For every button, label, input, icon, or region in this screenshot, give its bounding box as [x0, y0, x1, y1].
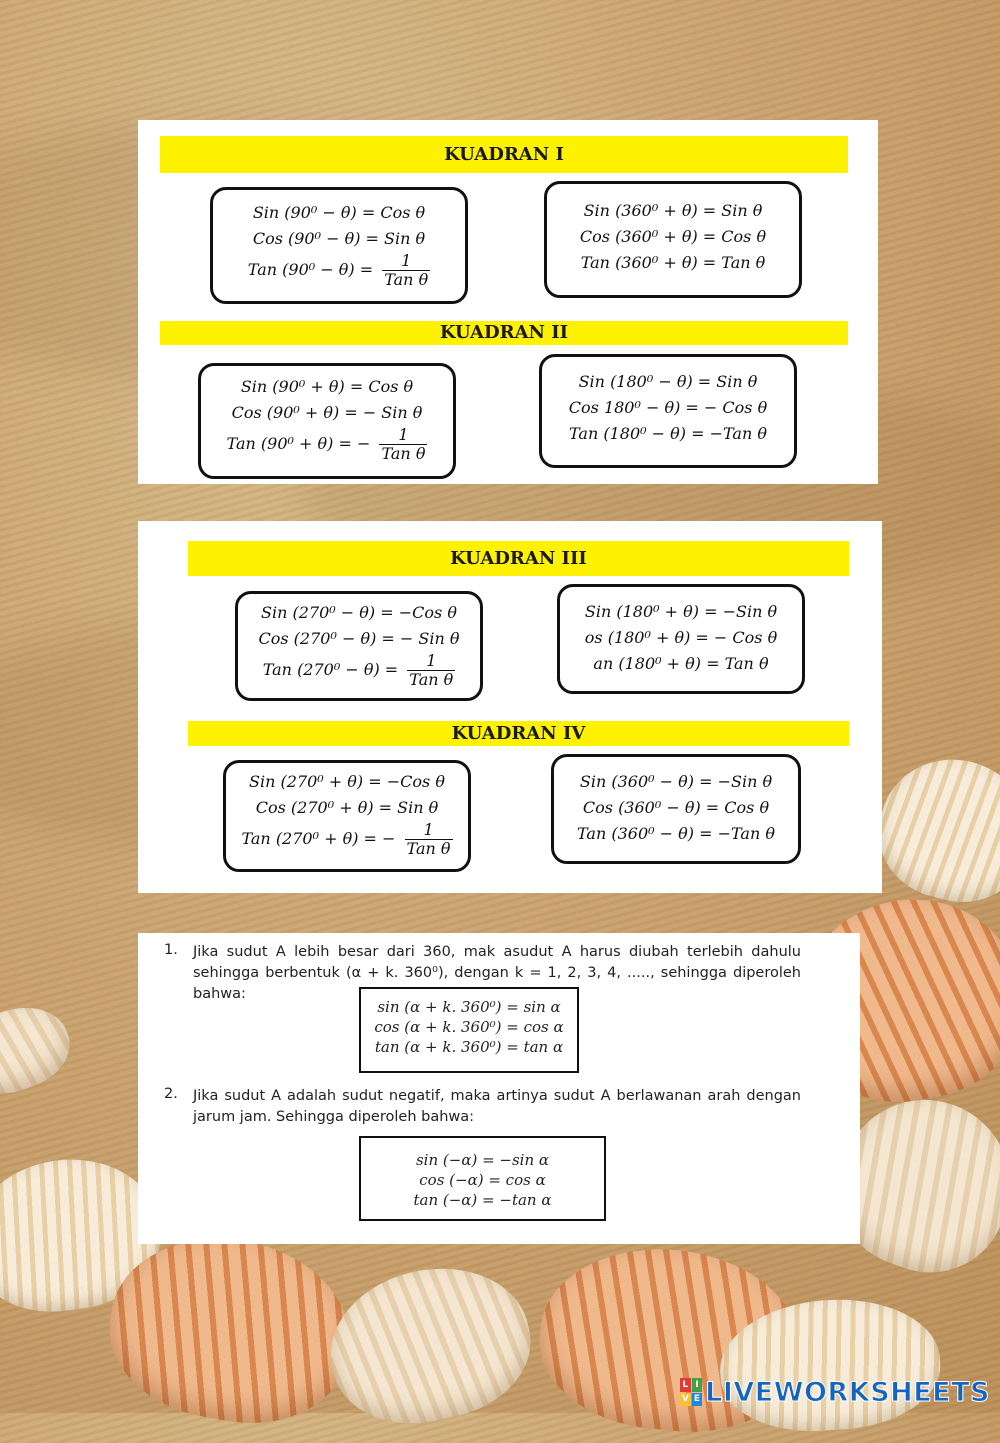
formula-panel-middle — [138, 521, 882, 893]
fraction-denominator: Tan θ — [406, 839, 451, 858]
formula-box-rule-2 — [359, 1136, 606, 1221]
formula-line: Tan (180⁰ − θ) = −Tan θ — [569, 424, 767, 443]
section-heading-kuadran-4: KUADRAN IV — [188, 721, 849, 746]
seashell-image — [317, 1251, 544, 1439]
formula-line: cos (α + k. 360⁰) = cos α — [374, 1018, 564, 1036]
formula-line: Sin (90⁰ + θ) = Cos θ — [240, 377, 414, 396]
logo-letter: V — [681, 1394, 689, 1405]
formula-line: Sin (270⁰ + θ) = −Cos θ — [249, 772, 445, 791]
formula-line: os (180⁰ + θ) = − Cos θ — [584, 628, 778, 647]
formula-line-lhs: Tan (270⁰ + θ) = — [241, 829, 377, 848]
formula-line: Cos (270⁰ − θ) = − Sin θ — [258, 629, 460, 648]
section-heading-kuadran-3: KUADRAN III — [188, 541, 849, 576]
formula-line: Cos (360⁰ + θ) = Cos θ — [579, 227, 767, 246]
formula-line: tan (α + k. 360⁰) = tan α — [374, 1038, 564, 1056]
formula-line: an (180⁰ + θ) = Tan θ — [593, 654, 769, 673]
fraction-numerator: 1 — [407, 652, 455, 671]
fraction-denominator: Tan θ — [409, 670, 454, 689]
logo-letter: E — [692, 1393, 703, 1407]
fraction-numerator: 1 — [382, 252, 430, 271]
seashell-image — [864, 743, 1000, 917]
formula-line-lhs: Tan (90⁰ + θ) = — [226, 434, 352, 453]
formula-line: sin (−α) = −sin α — [415, 1151, 550, 1169]
fraction-numerator: 1 — [405, 821, 453, 840]
brand-name: LIVEWORKSHEETS — [705, 1376, 990, 1408]
formula-box-q2-left — [198, 363, 456, 479]
formula-line: Cos (270⁰ + θ) = Sin θ — [255, 798, 439, 817]
formula-box-q3-right — [557, 584, 805, 694]
brand-logo-icon — [680, 1378, 702, 1406]
formula-line: Cos (90⁰ + θ) = − Sin θ — [231, 403, 423, 422]
liveworksheets-logo — [680, 1375, 990, 1409]
formula-line: Sin (360⁰ + θ) = Sin θ — [583, 201, 763, 220]
fraction-denominator: Tan θ — [384, 270, 429, 289]
fraction — [407, 652, 455, 689]
formula-line: Tan (360⁰ + θ) = Tan θ — [580, 253, 766, 272]
formula-line: tan (−α) = −tan α — [413, 1191, 552, 1209]
seashell-image — [0, 994, 80, 1107]
formula-box-rule-1 — [359, 987, 579, 1073]
formula-panel-top — [138, 120, 878, 484]
formula-line: Cos (90⁰ − θ) = Sin θ — [252, 229, 426, 248]
formula-box-q2-right — [539, 354, 797, 468]
formula-line: cos (−α) = cos α — [419, 1171, 546, 1189]
logo-letter: L — [680, 1378, 691, 1392]
formula-line: Sin (90⁰ − θ) = Cos θ — [252, 203, 426, 222]
section-heading-kuadran-2: KUADRAN II — [160, 321, 848, 345]
fraction — [405, 821, 453, 858]
fraction — [379, 426, 427, 463]
logo-letter: I — [692, 1378, 703, 1392]
rule-number: 2. — [164, 1086, 178, 1102]
formula-line: sin (α + k. 360⁰) = sin α — [377, 998, 561, 1016]
fraction-sign: − — [356, 434, 371, 453]
section-heading-kuadran-1: KUADRAN I — [160, 136, 848, 173]
formula-line — [244, 652, 474, 689]
fraction — [382, 252, 430, 289]
formula-line: Sin (360⁰ − θ) = −Sin θ — [579, 772, 773, 791]
formula-line — [232, 821, 462, 858]
formula-box-q4-left — [223, 760, 471, 872]
rule-text: Jika sudut A lebih besar dari 360, mak asudut A harus diubah terlebih dahulu sehingga berbentuk (α + k. 360⁰), dengan k = 1, 2, 3, 4, ....., sehingga diperoleh bahwa: — [193, 944, 801, 1002]
rules-panel — [138, 933, 860, 1244]
rule-text: Jika sudut A adalah sudut negatif, maka artinya sudut A berlawanan arah dengan jarum jam. Sehingga diperoleh bahwa: — [193, 1088, 801, 1125]
formula-line: Sin (180⁰ − θ) = Sin θ — [578, 372, 758, 391]
fraction-denominator: Tan θ — [381, 444, 426, 463]
formula-line-lhs: Tan (270⁰ − θ) = — [262, 660, 399, 679]
formula-box-q3-left — [235, 591, 483, 701]
formula-box-q1-left — [210, 187, 468, 304]
formula-line: Sin (270⁰ − θ) = −Cos θ — [261, 603, 457, 622]
formula-line-lhs: Tan (90⁰ − θ) = — [247, 260, 374, 279]
formula-box-q4-right — [551, 754, 801, 864]
formula-line: Sin (180⁰ + θ) = −Sin θ — [584, 602, 778, 621]
rule-number: 1. — [164, 942, 178, 958]
formula-line: Cos (360⁰ − θ) = Cos θ — [582, 798, 770, 817]
formula-line: Tan (360⁰ − θ) = −Tan θ — [577, 824, 775, 843]
formula-line: Cos 180⁰ − θ) = − Cos θ — [568, 398, 768, 417]
fraction-sign: − — [382, 829, 396, 848]
formula-line — [219, 252, 459, 289]
formula-line — [207, 426, 447, 463]
formula-box-q1-right — [544, 181, 802, 298]
fraction-numerator: 1 — [379, 426, 427, 445]
